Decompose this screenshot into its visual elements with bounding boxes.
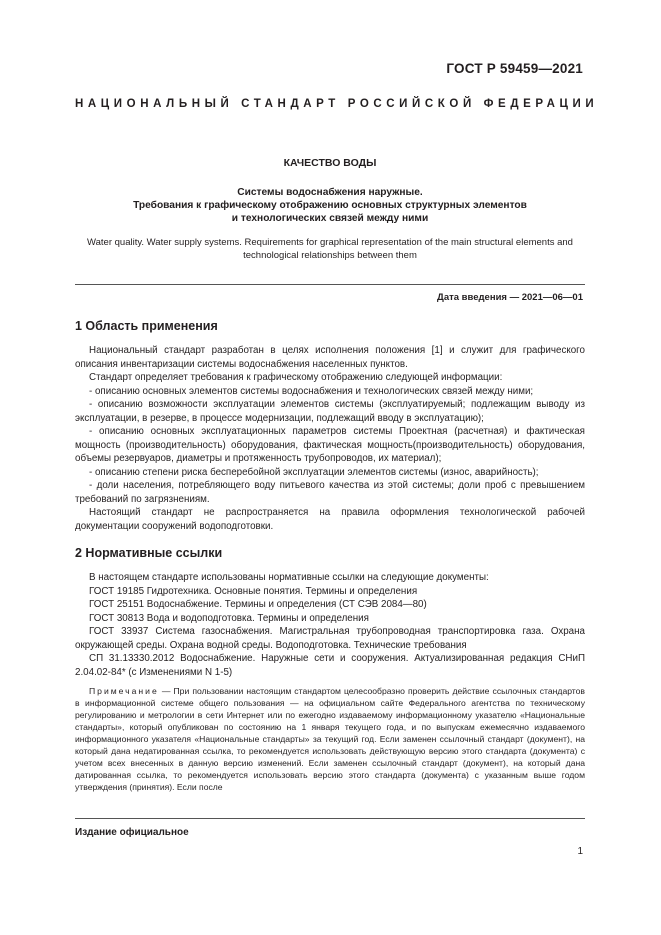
footer-rule xyxy=(75,818,585,819)
gost-number: ГОСТ Р 59459—2021 xyxy=(446,61,583,76)
title-main: КАЧЕСТВО ВОДЫ xyxy=(283,157,377,169)
section-heading: 1 Область применения xyxy=(75,319,218,333)
title-subtitle-line-3: и технологических связей между ними xyxy=(231,213,429,224)
title-block xyxy=(75,157,585,262)
title-english: Water quality. Water supply systems. Requirements for graphical representation of the main structural elements and technological relationships between them xyxy=(87,237,573,261)
title-subtitle-line-2: Требования к графическому отображению основных структурных элементов xyxy=(133,200,527,211)
reference-item: ГОСТ 33937 Система газоснабжения. Магистральная трубопроводная транспортировка газа. Охрана окружающей среды. Охрана водной среды. Водоподготовка. Технические требования xyxy=(75,626,585,651)
paragraph: Стандарт определяет требования к графическому отображению следующей информации: xyxy=(89,372,503,383)
note-label: Примечание xyxy=(89,686,159,696)
edition-label: Издание официальное xyxy=(75,827,189,838)
paragraph: В настоящем стандарте использованы нормативные ссылки на следующие документы: xyxy=(89,572,489,583)
section-heading: 2 Нормативные ссылки xyxy=(75,546,223,560)
paragraph: - описанию возможности эксплуатации элементов системы (эксплуатируемый; подлежащим выводу из эксплуатации, в резерве, в процессе модернизации, подлежащий вводу в эксплуатацию); xyxy=(75,399,585,424)
page-number: 1 xyxy=(577,846,583,857)
introduction-date: Дата введения — 2021—06—01 xyxy=(437,292,583,303)
reference-item: ГОСТ 19185 Гидротехника. Основные понятия. Термины и определения xyxy=(89,585,418,597)
divider-rule xyxy=(75,284,585,285)
paragraph: - описанию основных эксплуатационных параметров системы Проектная (расчетная) и фактическая мощность (производительность) оборудования, фактическая мощность(производительность) оборудования, объемы резервуаров, диаметры и протяженность трубопроводов, их материал); xyxy=(75,426,585,464)
note-text: — При пользовании настоящим стандартом целесообразно проверить действие ссылочных стандартов в информационной системе общего пользования — на официальном сайте Федерального агентства по техническому регулированию и метрологии в сети Интернет или по ежегодно издаваемому информационному указателю «Национальные стандарты», который опубликован по состоянию на 1 января текущего года, и по выпускам ежемесячно издаваемого информационного указателя «Национальные стандарты» за текущий год. Если заменен ссылочный стандарт (документ), на который дана недатированная ссылка, то рекомендуется использовать действующую версию этого стандарта (документа) с учетом всех внесенных в данную версию изменений. Если заменен ссылочный стандарт (документ), на который дана датированная ссылка, то рекомендуется использовать версию этого стандарта (документа) с указанным выше годом утверждения (принятия). Если после xyxy=(75,686,585,792)
title-subtitle-line-1: Системы водоснабжения наружные. xyxy=(237,187,423,198)
reference-item: ГОСТ 30813 Вода и водоподготовка. Термины и определения xyxy=(89,612,369,624)
paragraph: - доли населения, потребляющего воду питьевого качества из этой системы; доли проб с превышением требований по загрязнениям. xyxy=(75,480,585,505)
reference-item: СП 31.13330.2012 Водоснабжение. Наружные сети и сооружения. Актуализированная редакция СНиП 2.04.02-84* (с Изменениями N 1-5) xyxy=(75,653,585,678)
national-standard-banner: НАЦИОНАЛЬНЫЙ СТАНДАРТ РОССИЙСКОЙ ФЕДЕРАЦИИ xyxy=(75,98,599,110)
note xyxy=(75,685,585,793)
section-scope xyxy=(75,319,585,533)
paragraph: Национальный стандарт разработан в целях исполнения положения [1] и служит для графического описания инвентаризации системы водоснабжения населенных пунктов. xyxy=(75,345,585,370)
title-subtitle xyxy=(75,186,585,225)
paragraph: - описанию степени риска бесперебойной эксплуатации элементов системы (износ, аварийность); xyxy=(89,466,539,478)
paragraph: - описанию основных элементов системы водоснабжения и технологических связей между ними; xyxy=(89,385,534,397)
reference-item: ГОСТ 25151 Водоснабжение. Термины и определения (СТ СЭВ 2084—80) xyxy=(89,599,427,610)
paragraph: Настоящий стандарт не распространяется на правила оформления технологической рабочей документации сооружений водоподготовки. xyxy=(75,507,585,532)
section-normative-references xyxy=(75,546,585,802)
